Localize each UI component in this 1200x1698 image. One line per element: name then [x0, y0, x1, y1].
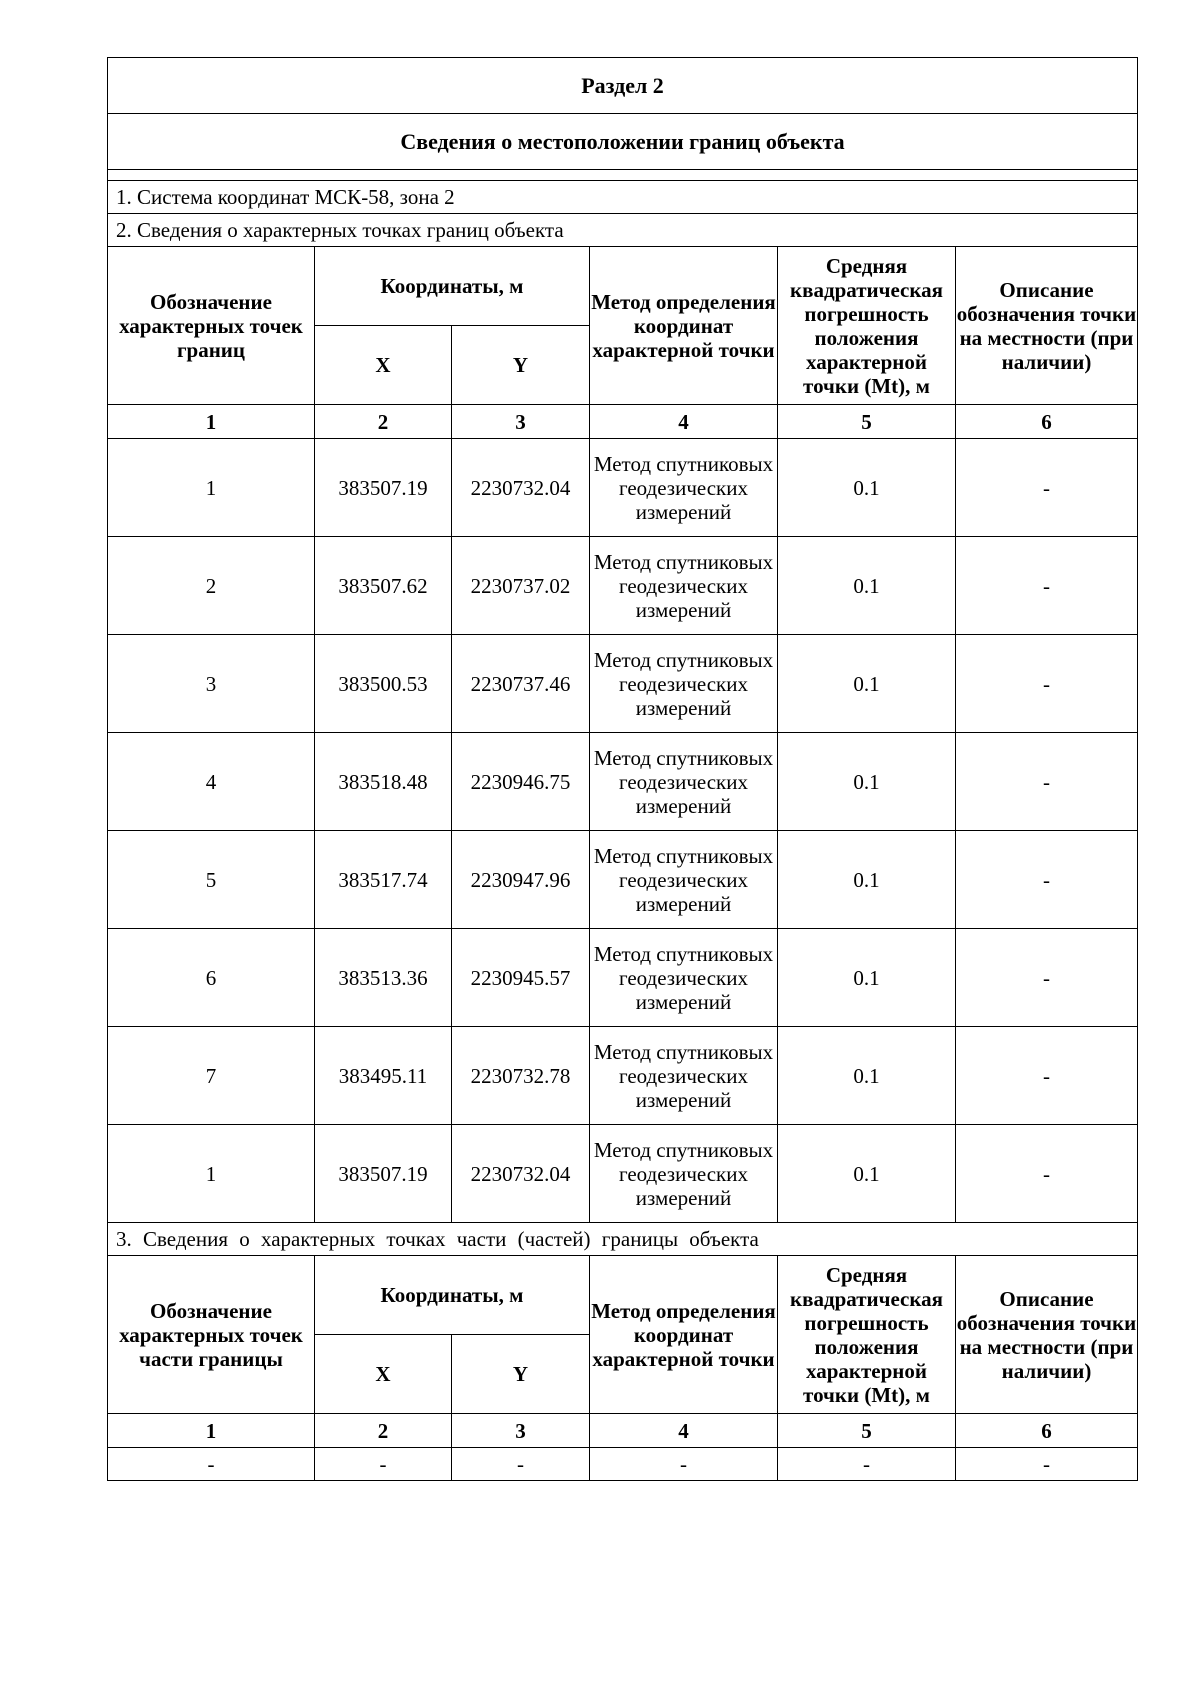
coord-system: 1. Система координат МСК-58, зона 2: [108, 181, 1138, 214]
column-number: 1: [108, 1414, 315, 1448]
column-number: 6: [956, 1414, 1138, 1448]
point-error: 0.1: [778, 733, 956, 831]
point-error: 0.1: [778, 1027, 956, 1125]
column-number: 2: [315, 1414, 452, 1448]
header-coords: Координаты, м: [315, 247, 590, 326]
section-subtitle: Сведения о местоположении границ объекта: [108, 114, 1138, 170]
parts-header-description: Описание обозначения точки на местности (при наличии): [956, 1256, 1138, 1414]
point-error: 0.1: [778, 635, 956, 733]
point-error: 0.1: [778, 439, 956, 537]
column-number: 2: [315, 405, 452, 439]
point-y: 2230732.04: [452, 1125, 590, 1223]
point-id: 1: [108, 439, 315, 537]
point-y: 2230947.96: [452, 831, 590, 929]
point-id: 5: [108, 831, 315, 929]
column-number: 1: [108, 405, 315, 439]
point-method: Метод спутниковых геодезических измерений: [590, 831, 778, 929]
boundary-table: [107, 57, 1138, 1481]
column-number: 3: [452, 1414, 590, 1448]
point-x: 383517.74: [315, 831, 452, 929]
header-y: Y: [452, 326, 590, 405]
parts-heading: 3. Сведения о характерных точках части (частей) границы объекта: [108, 1223, 1138, 1256]
point-row: [108, 1027, 1138, 1125]
point-x: 383507.62: [315, 537, 452, 635]
point-method: Метод спутниковых геодезических измерений: [590, 635, 778, 733]
point-y: 2230732.78: [452, 1027, 590, 1125]
point-x: 383513.36: [315, 929, 452, 1027]
parts-header-error: Средняя квадратическая погрешность положения характерной точки (Mt), м: [778, 1256, 956, 1414]
point-id: 6: [108, 929, 315, 1027]
header-description: Описание обозначения точки на местности (при наличии): [956, 247, 1138, 405]
point-row: [108, 733, 1138, 831]
point-description: -: [956, 1125, 1138, 1223]
point-method: Метод спутниковых геодезических измерений: [590, 929, 778, 1027]
point-description: -: [956, 635, 1138, 733]
point-id: 4: [108, 733, 315, 831]
point-method: Метод спутниковых геодезических измерений: [590, 733, 778, 831]
point-error: 0.1: [778, 537, 956, 635]
point-x: 383507.19: [315, 439, 452, 537]
point-method: Метод спутниковых геодезических измерений: [590, 1027, 778, 1125]
part-cell: -: [452, 1448, 590, 1481]
point-error: 0.1: [778, 929, 956, 1027]
point-error: 0.1: [778, 831, 956, 929]
point-row: [108, 1125, 1138, 1223]
point-row: [108, 439, 1138, 537]
point-error: 0.1: [778, 1125, 956, 1223]
parts-header-designation: Обозначение характерных точек части границы: [108, 1256, 315, 1414]
point-row: [108, 929, 1138, 1027]
point-row: [108, 537, 1138, 635]
point-x: 383518.48: [315, 733, 452, 831]
part-cell: -: [956, 1448, 1138, 1481]
header-method: Метод определения координат характерной точки: [590, 247, 778, 405]
part-cell: -: [108, 1448, 315, 1481]
point-description: -: [956, 537, 1138, 635]
point-id: 1: [108, 1125, 315, 1223]
point-y: 2230737.46: [452, 635, 590, 733]
point-description: -: [956, 929, 1138, 1027]
parts-header-x: X: [315, 1335, 452, 1414]
section-title: Раздел 2: [108, 58, 1138, 114]
column-number: 5: [778, 405, 956, 439]
point-id: 2: [108, 537, 315, 635]
point-y: 2230946.75: [452, 733, 590, 831]
header-designation: Обозначение характерных точек границ: [108, 247, 315, 405]
point-description: -: [956, 1027, 1138, 1125]
point-x: 383507.19: [315, 1125, 452, 1223]
part-cell: -: [315, 1448, 452, 1481]
column-number: 4: [590, 1414, 778, 1448]
column-number: 6: [956, 405, 1138, 439]
point-id: 7: [108, 1027, 315, 1125]
point-y: 2230945.57: [452, 929, 590, 1027]
point-y: 2230732.04: [452, 439, 590, 537]
column-numbers-row: [108, 405, 1138, 439]
point-method: Метод спутниковых геодезических измерений: [590, 439, 778, 537]
parts-header-y: Y: [452, 1335, 590, 1414]
point-x: 383500.53: [315, 635, 452, 733]
parts-header-method: Метод определения координат характерной точки: [590, 1256, 778, 1414]
point-description: -: [956, 831, 1138, 929]
column-number: 5: [778, 1414, 956, 1448]
parts-header-coords: Координаты, м: [315, 1256, 590, 1335]
point-x: 383495.11: [315, 1027, 452, 1125]
point-row: [108, 831, 1138, 929]
points-heading: 2. Сведения о характерных точках границ объекта: [108, 214, 1138, 247]
header-x: X: [315, 326, 452, 405]
column-number: 4: [590, 405, 778, 439]
point-row: [108, 635, 1138, 733]
point-description: -: [956, 439, 1138, 537]
column-number: 3: [452, 405, 590, 439]
part-row: [108, 1448, 1138, 1481]
point-y: 2230737.02: [452, 537, 590, 635]
point-method: Метод спутниковых геодезических измерений: [590, 537, 778, 635]
header-error: Средняя квадратическая погрешность положения характерной точки (Mt), м: [778, 247, 956, 405]
part-cell: -: [590, 1448, 778, 1481]
point-description: -: [956, 733, 1138, 831]
spacer-row: [108, 170, 1138, 181]
point-method: Метод спутниковых геодезических измерений: [590, 1125, 778, 1223]
part-cell: -: [778, 1448, 956, 1481]
point-id: 3: [108, 635, 315, 733]
parts-column-numbers-row: [108, 1414, 1138, 1448]
